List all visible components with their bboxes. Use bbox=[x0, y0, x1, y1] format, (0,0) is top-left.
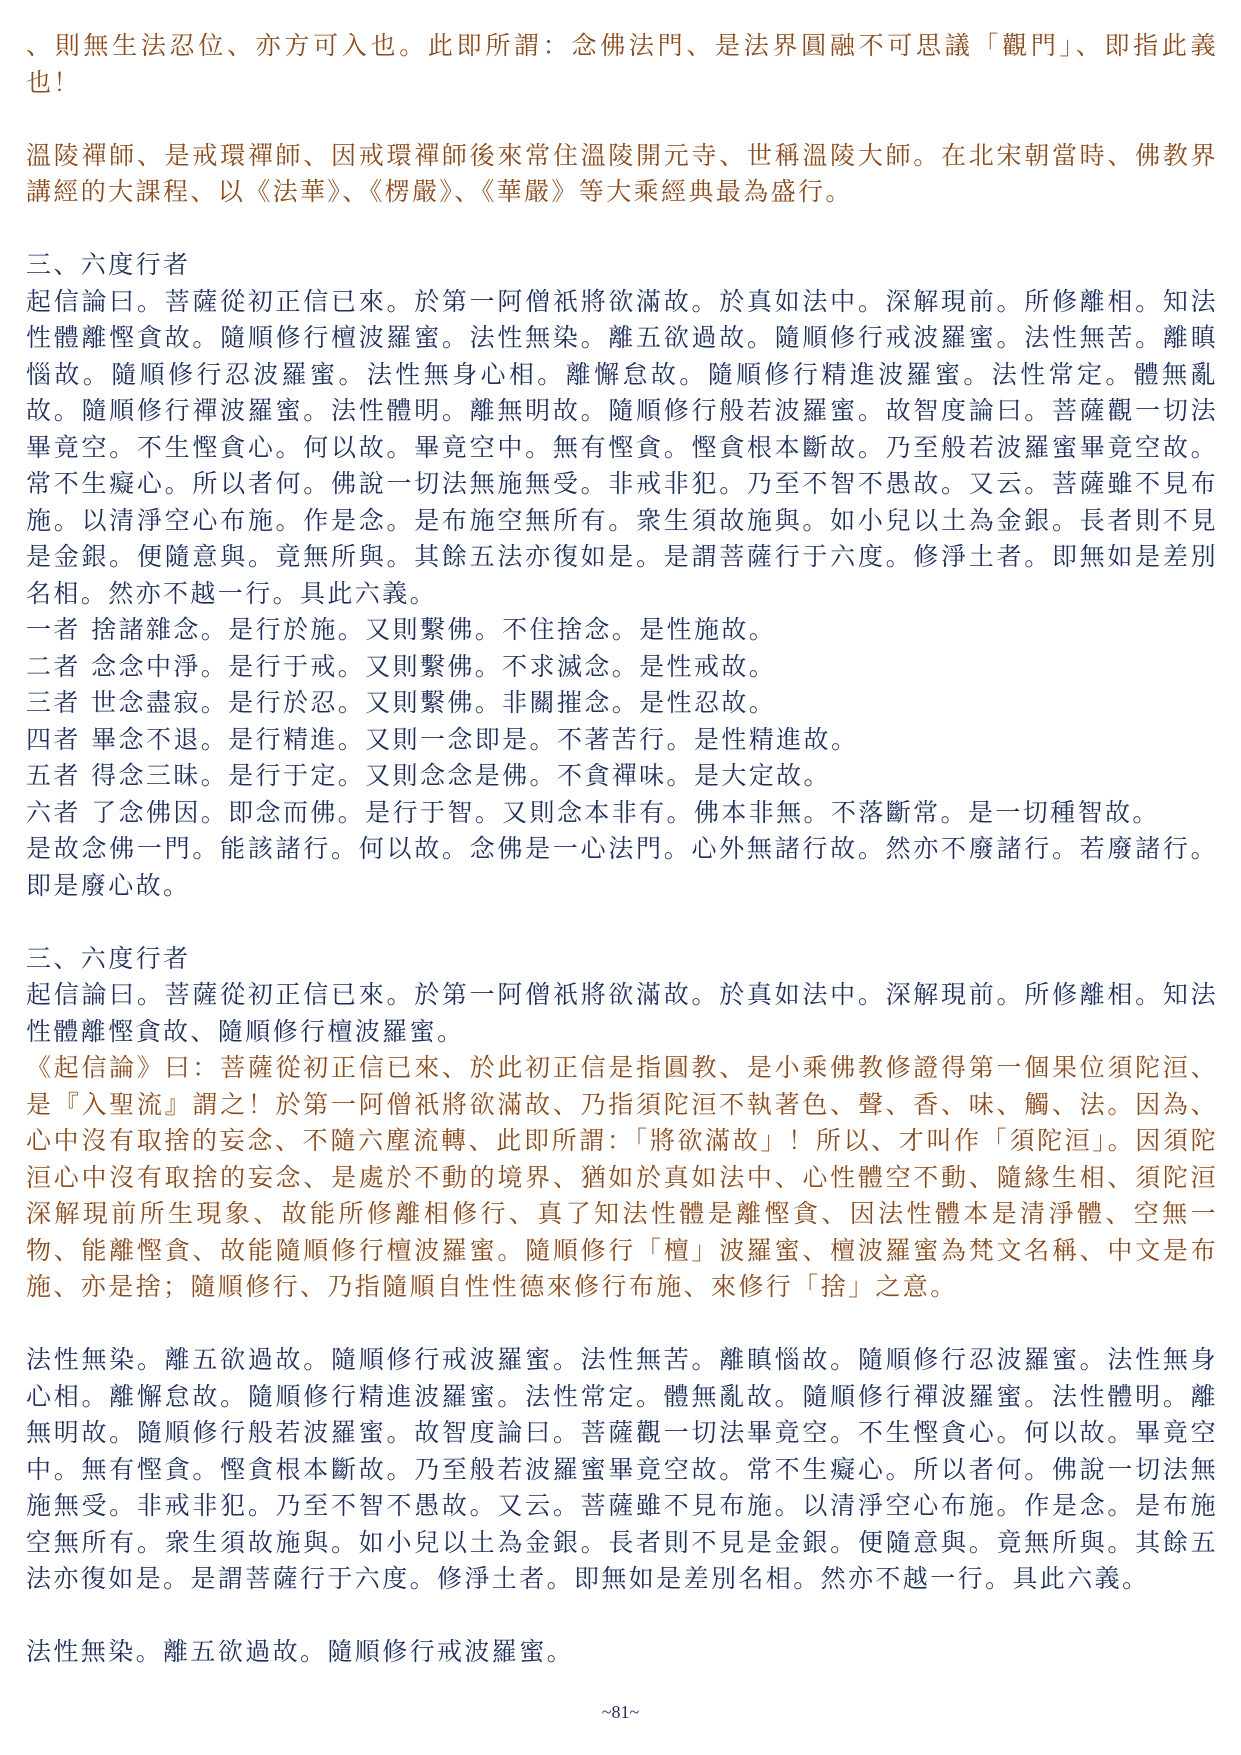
paragraph-dharma-nature: 法性無染。離五欲過故。隨順修行戒波羅蜜。法性無苦。離瞋惱故。隨順修行忍波羅蜜。法性無身心相。離懈怠故。隨順修行精進波羅蜜。法性常定。體無亂故。隨順修行禪波羅蜜。法性體明。離無明故。隨順修行般若波羅蜜。故智度論曰。菩薩觀一切法畢竟空。不生慳貪心。何以故。畢竟空中。無有慳貪。慳貪根本斷故。乃至般若波羅蜜畢竟空故。常不生癡心。所以者何。佛說一切法無施無受。非戒非犯。乃至不智不愚故。又云。菩薩雖不見布施。以清淨空心布施。作是念。是布施空無所有。衆生須故施與。如小兒以土為金銀。長者則不見是金銀。便隨意與。竟無所與。其餘五法亦復如是。是謂菩薩行于六度。修淨土者。即無如是差別名相。然亦不越一行。具此六義。 bbox=[26, 1345, 1218, 1593]
paragraph-qixin-lun-excerpt: 起信論曰。菩薩從初正信已來。於第一阿僧祇將欲滿故。於真如法中。深解現前。所修離相。知法性體離慳貪故、隨順修行檀波羅蜜。 bbox=[26, 980, 1218, 1046]
paragraph-wenling-master: 溫陵禪師、是戒環禪師、因戒環禪師後來常住溫陵開元寺、世稱溫陵大師。在北宋朝當時、佛教界講經的大課程、以《法華》、《楞嚴》、《華嚴》等大乘經典最為盛行。 bbox=[26, 140, 1218, 206]
paragraph-nianfo-dharma-gate: 、則無生法忍位、亦方可入也。此即所謂：念佛法門、是法界圓融不可思議「觀門」、即指此義也！ bbox=[26, 31, 1218, 97]
paragraph-final-line: 法性無染。離五欲過故。隨順修行戒波羅蜜。 bbox=[26, 1637, 575, 1666]
list-item-second: 二者 念念中淨。是行于戒。又則繫佛。不求滅念。是性戒故。 bbox=[26, 651, 777, 681]
list-item-first: 一者 捨諸雜念。是行於施。又則繫佛。不住捨念。是性施故。 bbox=[26, 615, 777, 644]
paragraph-spacer bbox=[26, 1598, 1218, 1635]
document-page bbox=[26, 28, 1218, 1671]
paragraph-spacer bbox=[26, 101, 1218, 138]
paragraph-spacer bbox=[26, 1306, 1218, 1343]
page-number: ~81~ bbox=[601, 1702, 640, 1722]
paragraph-conclusion: 是故念佛一門。能該諸行。何以故。念佛是一心法門。心外無諸行故。然亦不廢諸行。若廢諸行。即是廢心故。 bbox=[26, 834, 1218, 900]
section-heading-repeat: 三、六度行者 bbox=[26, 943, 191, 973]
paragraph-qixin-lun-quote: 起信論曰。菩薩從初正信已來。於第一阿僧祇將欲滿故。於真如法中。深解現前。所修離相。知法性體離慳貪故。隨順修行檀波羅蜜。法性無染。離五欲過故。隨順修行戒波羅蜜。法性無苦。離瞋惱故。隨順修行忍波羅蜜。法性無身心相。離懈怠故。隨順修行精進波羅蜜。法性常定。體無亂故。隨順修行禪波羅蜜。法性體明。離無明故。隨順修行般若波羅蜜。故智度論曰。菩薩觀一切法畢竟空。不生慳貪心。何以故。畢竟空中。無有慳貪。慳貪根本斷故。乃至般若波羅蜜畢竟空故。常不生癡心。所以者何。佛說一切法無施無受。非戒非犯。乃至不智不愚故。又云。菩薩雖不見布施。以清淨空心布施。作是念。是布施空無所有。衆生須故施與。如小兒以土為金銀。長者則不見是金銀。便隨意與。竟無所與。其餘五法亦復如是。是謂菩薩行于六度。修淨土者。即無如是差別名相。然亦不越一行。具此六義。 bbox=[26, 286, 1218, 608]
section-heading: 三、六度行者 bbox=[26, 250, 191, 279]
list-item-sixth: 六者 了念佛因。即念而佛。是行于智。又則念本非有。佛本非無。不落斷常。是一切種智故。 bbox=[26, 797, 1160, 827]
paragraph-spacer bbox=[26, 904, 1218, 941]
list-item-third: 三者 世念盡寂。是行於忍。又則繫佛。非關摧念。是性忍故。 bbox=[26, 688, 777, 717]
paragraph-commentary: 《起信論》曰：菩薩從初正信已來、於此初正信是指圓教、是小乘佛教修證得第一個果位須陀洹、是『入聖流』謂之！於第一阿僧祇將欲滿故、乃指須陀洹不執著色、聲、香、味、觸、法。因為、心中沒有取捨的妄念、不隨六塵流轉、此即所謂：「將欲滿故」！所以、才叫作「須陀洹」。因須陀洹心中沒有取捨的妄念、是處於不動的境界、猶如於真如法中、心性體空不動、隨緣生相、須陀洹深解現前所生現象、故能所修離相修行、真了知法性體是離慳貪、因法性體本是清淨體、空無一物、能離慳貪、故能隨順修行檀波羅蜜。隨順修行「檀」波羅蜜、檀波羅蜜為梵文名稱、中文是布施、亦是捨；隨順修行、乃指隨順自性性德來修行布施、來修行「捨」之意。 bbox=[26, 1053, 1218, 1301]
list-item-fifth: 五者 得念三昧。是行于定。又則念念是佛。不貪禪味。是大定故。 bbox=[26, 761, 831, 790]
paragraph-spacer bbox=[26, 211, 1218, 248]
list-item-fourth: 四者 畢念不退。是行精進。又則一念即是。不著苦行。是性精進故。 bbox=[26, 724, 859, 754]
